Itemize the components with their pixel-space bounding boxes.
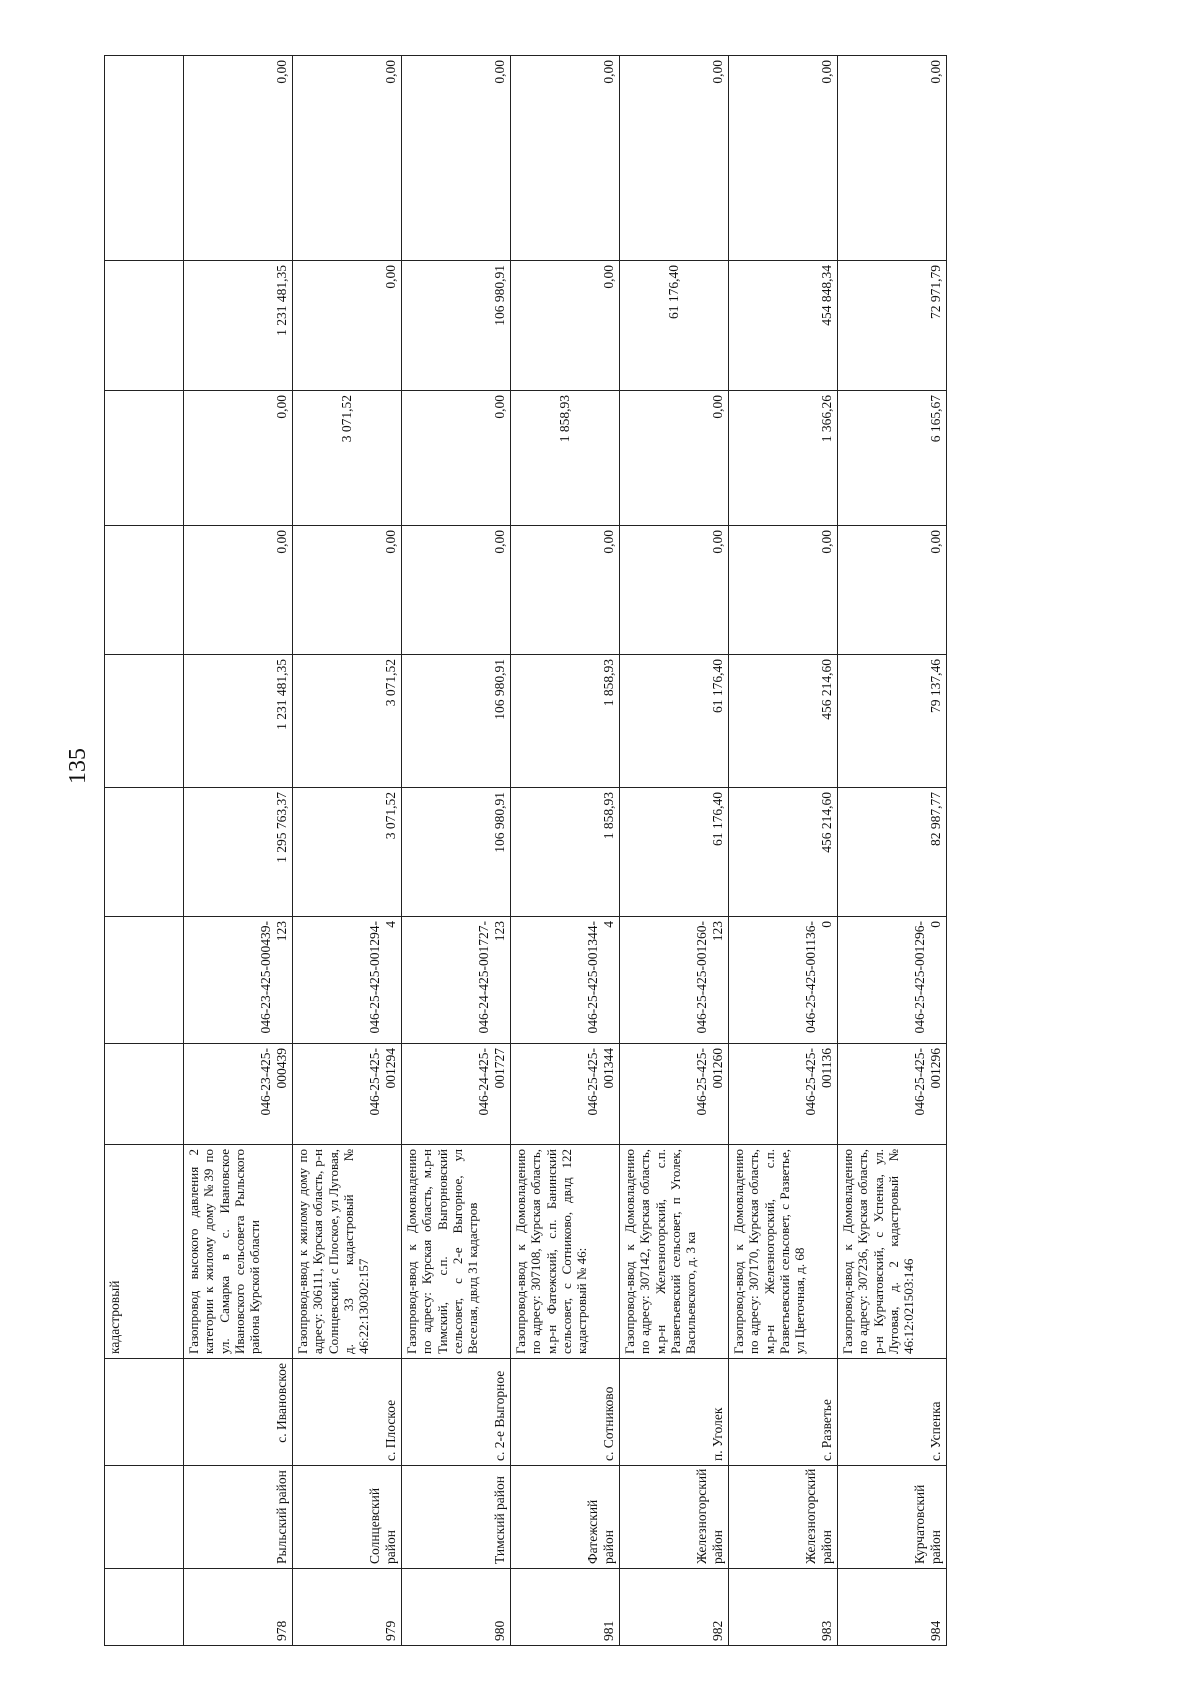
value-3: 0,00 [838, 526, 947, 655]
value-1: 456 214,60 [729, 788, 838, 917]
locality: с. Плоское [293, 1359, 402, 1466]
object-description: Газопровод-ввод к Домовладению по адресу: 307142, Курская область, м.р-н Железногорский, с.п. Разветьевский сельсовет, п Уголек, Васильевского, д. 3 ка [620, 1145, 729, 1359]
accounting-code: 046-25-425-001296-0 [838, 917, 947, 1044]
value-1: 61 176,40 [620, 788, 729, 917]
value-5: 0,00 [511, 261, 620, 391]
value-4: 1 858,93 [511, 391, 620, 526]
inventory-number: 046-25-425-001294 [293, 1044, 402, 1145]
value-5: 1 231 481,35 [184, 261, 293, 391]
value-6: 0,00 [402, 56, 511, 261]
table-row [402, 56, 511, 1646]
value-2: 1 858,93 [511, 655, 620, 788]
row-number: 978 [184, 1569, 293, 1646]
district: Фатежский район [511, 1466, 620, 1569]
object-description: Газопровод высокого давления 2 категории к жилому дому №39 по ул. Самарка в с. Ивановское Ивановского сельсовета Рыльского района Курской области [184, 1145, 293, 1359]
locality: с. 2-е Выгорное [402, 1359, 511, 1466]
object-description: Газопровод-ввод к Домовладению по адресу: 307170, Курская область, м.р-н Железногорский, с.п. Разветьевский сельсовет, с Разветье, ул Цветочная, д. 68 [729, 1145, 838, 1359]
value-5: 454 848,34 [729, 261, 838, 391]
accounting-code: 046-23-425-000439-123 [184, 917, 293, 1044]
value-6: 0,00 [620, 56, 729, 261]
value-1: 82 987,77 [838, 788, 947, 917]
value-3: 0,00 [511, 526, 620, 655]
value-4: 3 071,52 [293, 391, 402, 526]
accounting-code: 046-25-425-001344-4 [511, 917, 620, 1044]
table-row [511, 56, 620, 1646]
value-3: 0,00 [620, 526, 729, 655]
value-4: 0,00 [620, 391, 729, 526]
value-1: 1 858,93 [511, 788, 620, 917]
value-4: 0,00 [184, 391, 293, 526]
row-number: 982 [620, 1569, 729, 1646]
header-object-col: кадастровый [105, 1145, 184, 1359]
row-number: 984 [838, 1569, 947, 1646]
value-4: 6 165,67 [838, 391, 947, 526]
table-header-row [105, 56, 184, 1646]
value-4: 0,00 [402, 391, 511, 526]
inventory-number: 046-25-425-001136 [729, 1044, 838, 1145]
district: Железногорский район [620, 1466, 729, 1569]
district: Солнцевский район [293, 1466, 402, 1569]
district: Тимский район [402, 1466, 511, 1569]
table-row [729, 56, 838, 1646]
inventory-number: 046-23-425-000439 [184, 1044, 293, 1145]
value-2: 456 214,60 [729, 655, 838, 788]
value-2: 79 137,46 [838, 655, 947, 788]
district: Рыльский район [184, 1466, 293, 1569]
value-2: 1 231 481,35 [184, 655, 293, 788]
object-description: Газопровод-ввод к жилому дому по адресу: 306111, Курская область, р-н Солнцевский, с Плоское, ул Луговая, д. 33 кадастровый № 46:22:130302:157 [293, 1145, 402, 1359]
value-2: 3 071,52 [293, 655, 402, 788]
row-number: 983 [729, 1569, 838, 1646]
value-5: 106 980,91 [402, 261, 511, 391]
table-row [184, 56, 293, 1646]
district: Железногорский район [729, 1466, 838, 1569]
accounting-code: 046-25-425-001294-4 [293, 917, 402, 1044]
value-3: 0,00 [729, 526, 838, 655]
value-3: 0,00 [184, 526, 293, 655]
value-4: 1 366,26 [729, 391, 838, 526]
locality: с. Ивановское [184, 1359, 293, 1466]
row-number: 981 [511, 1569, 620, 1646]
accounting-code: 046-24-425-001727-123 [402, 917, 511, 1044]
value-6: 0,00 [838, 56, 947, 261]
row-number: 979 [293, 1569, 402, 1646]
table-row [838, 56, 947, 1646]
value-5: 72 971,79 [838, 261, 947, 391]
accounting-code: 046-25-425-001260-123 [620, 917, 729, 1044]
value-2: 61 176,40 [620, 655, 729, 788]
district: Курчатовский район [838, 1466, 947, 1569]
object-description: Газопровод-ввод к Домовладению по адресу: 307108, Курская область, м.р-н Фатежский, с.п. Банинский сельсовет, с Сотниково, двлд 122 кадастровый № 46: [511, 1145, 620, 1359]
inventory-number: 046-25-425-001344 [511, 1044, 620, 1145]
value-6: 0,00 [184, 56, 293, 261]
value-3: 0,00 [402, 526, 511, 655]
row-number: 980 [402, 1569, 511, 1646]
locality: с. Разветье [729, 1359, 838, 1466]
locality: с. Успенка [838, 1359, 947, 1466]
inventory-number: 046-25-425-001296 [838, 1044, 947, 1145]
value-1: 106 980,91 [402, 788, 511, 917]
locality: п. Уголек [620, 1359, 729, 1466]
value-5: 61 176,40 [620, 261, 729, 391]
value-6: 0,00 [293, 56, 402, 261]
table-row [620, 56, 729, 1646]
value-5: 0,00 [293, 261, 402, 391]
value-3: 0,00 [293, 526, 402, 655]
value-1: 3 071,52 [293, 788, 402, 917]
page-number: 135 [65, 748, 91, 784]
asset-register-table [104, 55, 947, 1646]
object-description: Газопровод-ввод к Домовладению по адресу: 307236, Курская область, р-н Курчатовский, с Успенка, ул. Луговая, д. 2 кадастровый № 46:12:021503:146 [838, 1145, 947, 1359]
rotated-table-container [104, 56, 1200, 1646]
table-row [293, 56, 402, 1646]
accounting-code: 046-25-425-001136-0 [729, 917, 838, 1044]
value-2: 106 980,91 [402, 655, 511, 788]
value-6: 0,00 [511, 56, 620, 261]
value-6: 0,00 [729, 56, 838, 261]
inventory-number: 046-25-425-001260 [620, 1044, 729, 1145]
value-1: 1 295 763,37 [184, 788, 293, 917]
locality: с. Сотниково [511, 1359, 620, 1466]
inventory-number: 046-24-425-001727 [402, 1044, 511, 1145]
object-description: Газопровод-ввод к Домовладению по адресу: Курская область, м.р-н Тимский, с.п. Выгорновский сельсовет, с 2-е Выгорное, ул Веселая, двлд 31 кадастров [402, 1145, 511, 1359]
